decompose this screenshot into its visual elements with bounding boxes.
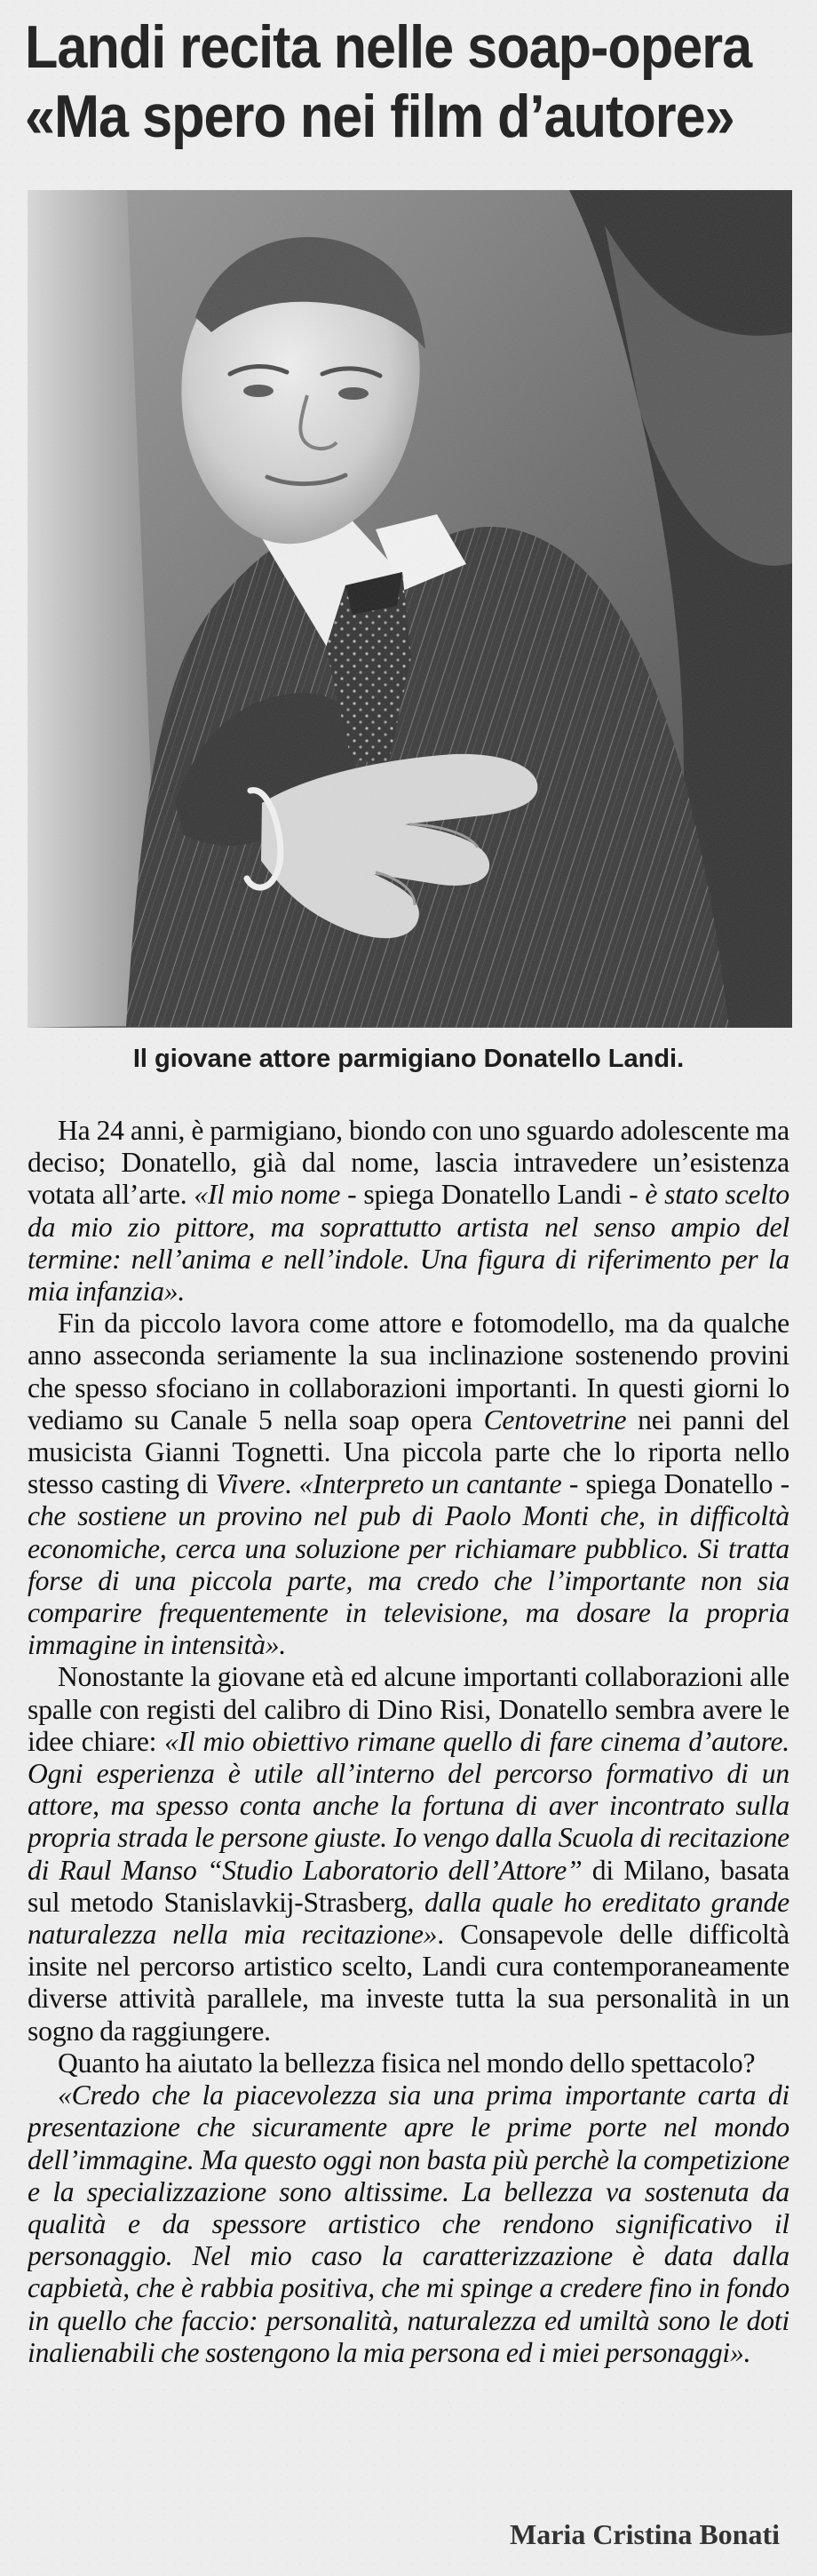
paragraph-2-casting-title: Vivere <box>215 1468 285 1500</box>
paragraph-3-quote-a: «Il mio obiettivo rimane quello di fare cinema d’autore. Ogni esperienza è utile all’interno del percorso formativo di un attore, ma spesso conta anche la fortuna di aver incontrato sulla propria strada le persone giuste. Io vengo dalla Scuola di recitazione di Raul Manso “Studio Laboratorio dell’Attore” <box>28 1725 789 1886</box>
article-body <box>28 1115 789 2496</box>
article-headline <box>25 12 752 151</box>
portrait-photo-illustration <box>28 190 792 1028</box>
paragraph-2-quote-b: che sostiene un provino nel pub di Paolo Monti che, in difficoltà economiche, cerca una soluzione per richiamare pubblico. Si tratta forse di una piccola parte, ma credo che l’importante non sia comparire frequentemente in televisione, ma dosare la propria immagine in intensità». <box>28 1500 789 1661</box>
article-paragraph-1 <box>28 1115 789 1308</box>
paragraph-2-quote-a: «Interpreto un cantante <box>298 1468 562 1500</box>
paragraph-3-text-b: di Milano, basata sul metodo Stanislavkij-Strasberg, <box>28 1854 789 1918</box>
paragraph-2-show-title: Centovetrine <box>483 1403 627 1435</box>
paragraph-2-text-b: nei panni del musicista Gianni Tognetti. Una piccola parte che lo riporta nello stesso casting di <box>28 1403 789 1500</box>
author-signature: Maria Cristina Bonati <box>510 2518 780 2550</box>
actor-photo <box>28 190 792 1028</box>
paragraph-3-text-c: . Consapevole delle difficoltà insite nel percorso artistico scelto, Landi cura contemporaneamente diverse attività parallele, ma investe tutta la sua personalità in un sogno da raggiungere. <box>28 1919 789 2047</box>
headline-line-2: «Ma spero nei film d’autore» <box>25 83 734 150</box>
paragraph-1-text-b: - spiega Donatello Landi - <box>340 1179 646 1211</box>
paragraph-2-text-a: Fin da piccolo lavora come attore e fotomodello, ma da qualche anno asseconda seriamente la sua inclinazione sostenendo provini che spesso sfociano in collaborazioni importanti. In questi giorni lo vediamo su Canale 5 nella soap opera <box>28 1308 789 1435</box>
paragraph-1-text-a: Ha 24 anni, è parmigiano, biondo con uno sguardo adolescente ma deciso; Donatello, già dal nome, lascia intravedere un’esistenza votata all’arte. <box>28 1115 789 1211</box>
article-answer: «Credo che la piacevolezza sia una prima importante carta di presentazione che sicuramente apre le prime porte nel mondo dell’immagine. Ma questo oggi non basta più perchè la competizione e la specializzazione sono altissime. La bellezza va sostenuta da qualità e da spessore artistico che rendono significativo il personaggio. Nel mio caso la caratterizzazione è data dalla capbietà, che è rabbia positiva, che mi spinge a credere fino in fondo in quello che faccio: personalità, naturalezza ed umiltà sono le doti inalienabili che sostengono la mia persona ed i miei personaggi». <box>28 2079 789 2368</box>
paragraph-1-quote-a: «Il mio nome <box>194 1179 341 1211</box>
paragraph-2-text-c: . <box>284 1468 299 1500</box>
photo-caption: Il giovane attore parmigiano Donatello Landi. <box>132 1045 685 1073</box>
headline-line-1: Landi recita nelle soap-opera <box>25 13 752 81</box>
article-paragraph-3 <box>28 1661 789 2047</box>
paragraph-1-quote-b: è stato scelto da mio zio pittore, ma soprattutto artista nel senso ampio del termine: nell’anima e nell’indole. Una figura di riferimento per la mia infanzia». <box>28 1179 789 1308</box>
paragraph-2-text-d: - spiega Donatello - <box>561 1468 789 1500</box>
article-paragraph-2 <box>28 1308 789 1661</box>
paragraph-3-quote-b: dalla quale ho ereditato grande naturalezza nella mia recitazione» <box>28 1886 789 1951</box>
article-question: Quanto ha aiutato la bellezza fisica nel mondo dello spettacolo? <box>58 2047 756 2079</box>
paragraph-3-text-a: Nonostante la giovane età ed alcune importanti collaborazioni alle spalle con registi del calibro di Dino Risi, Donatello sembra avere le idee chiare: <box>28 1661 789 1757</box>
